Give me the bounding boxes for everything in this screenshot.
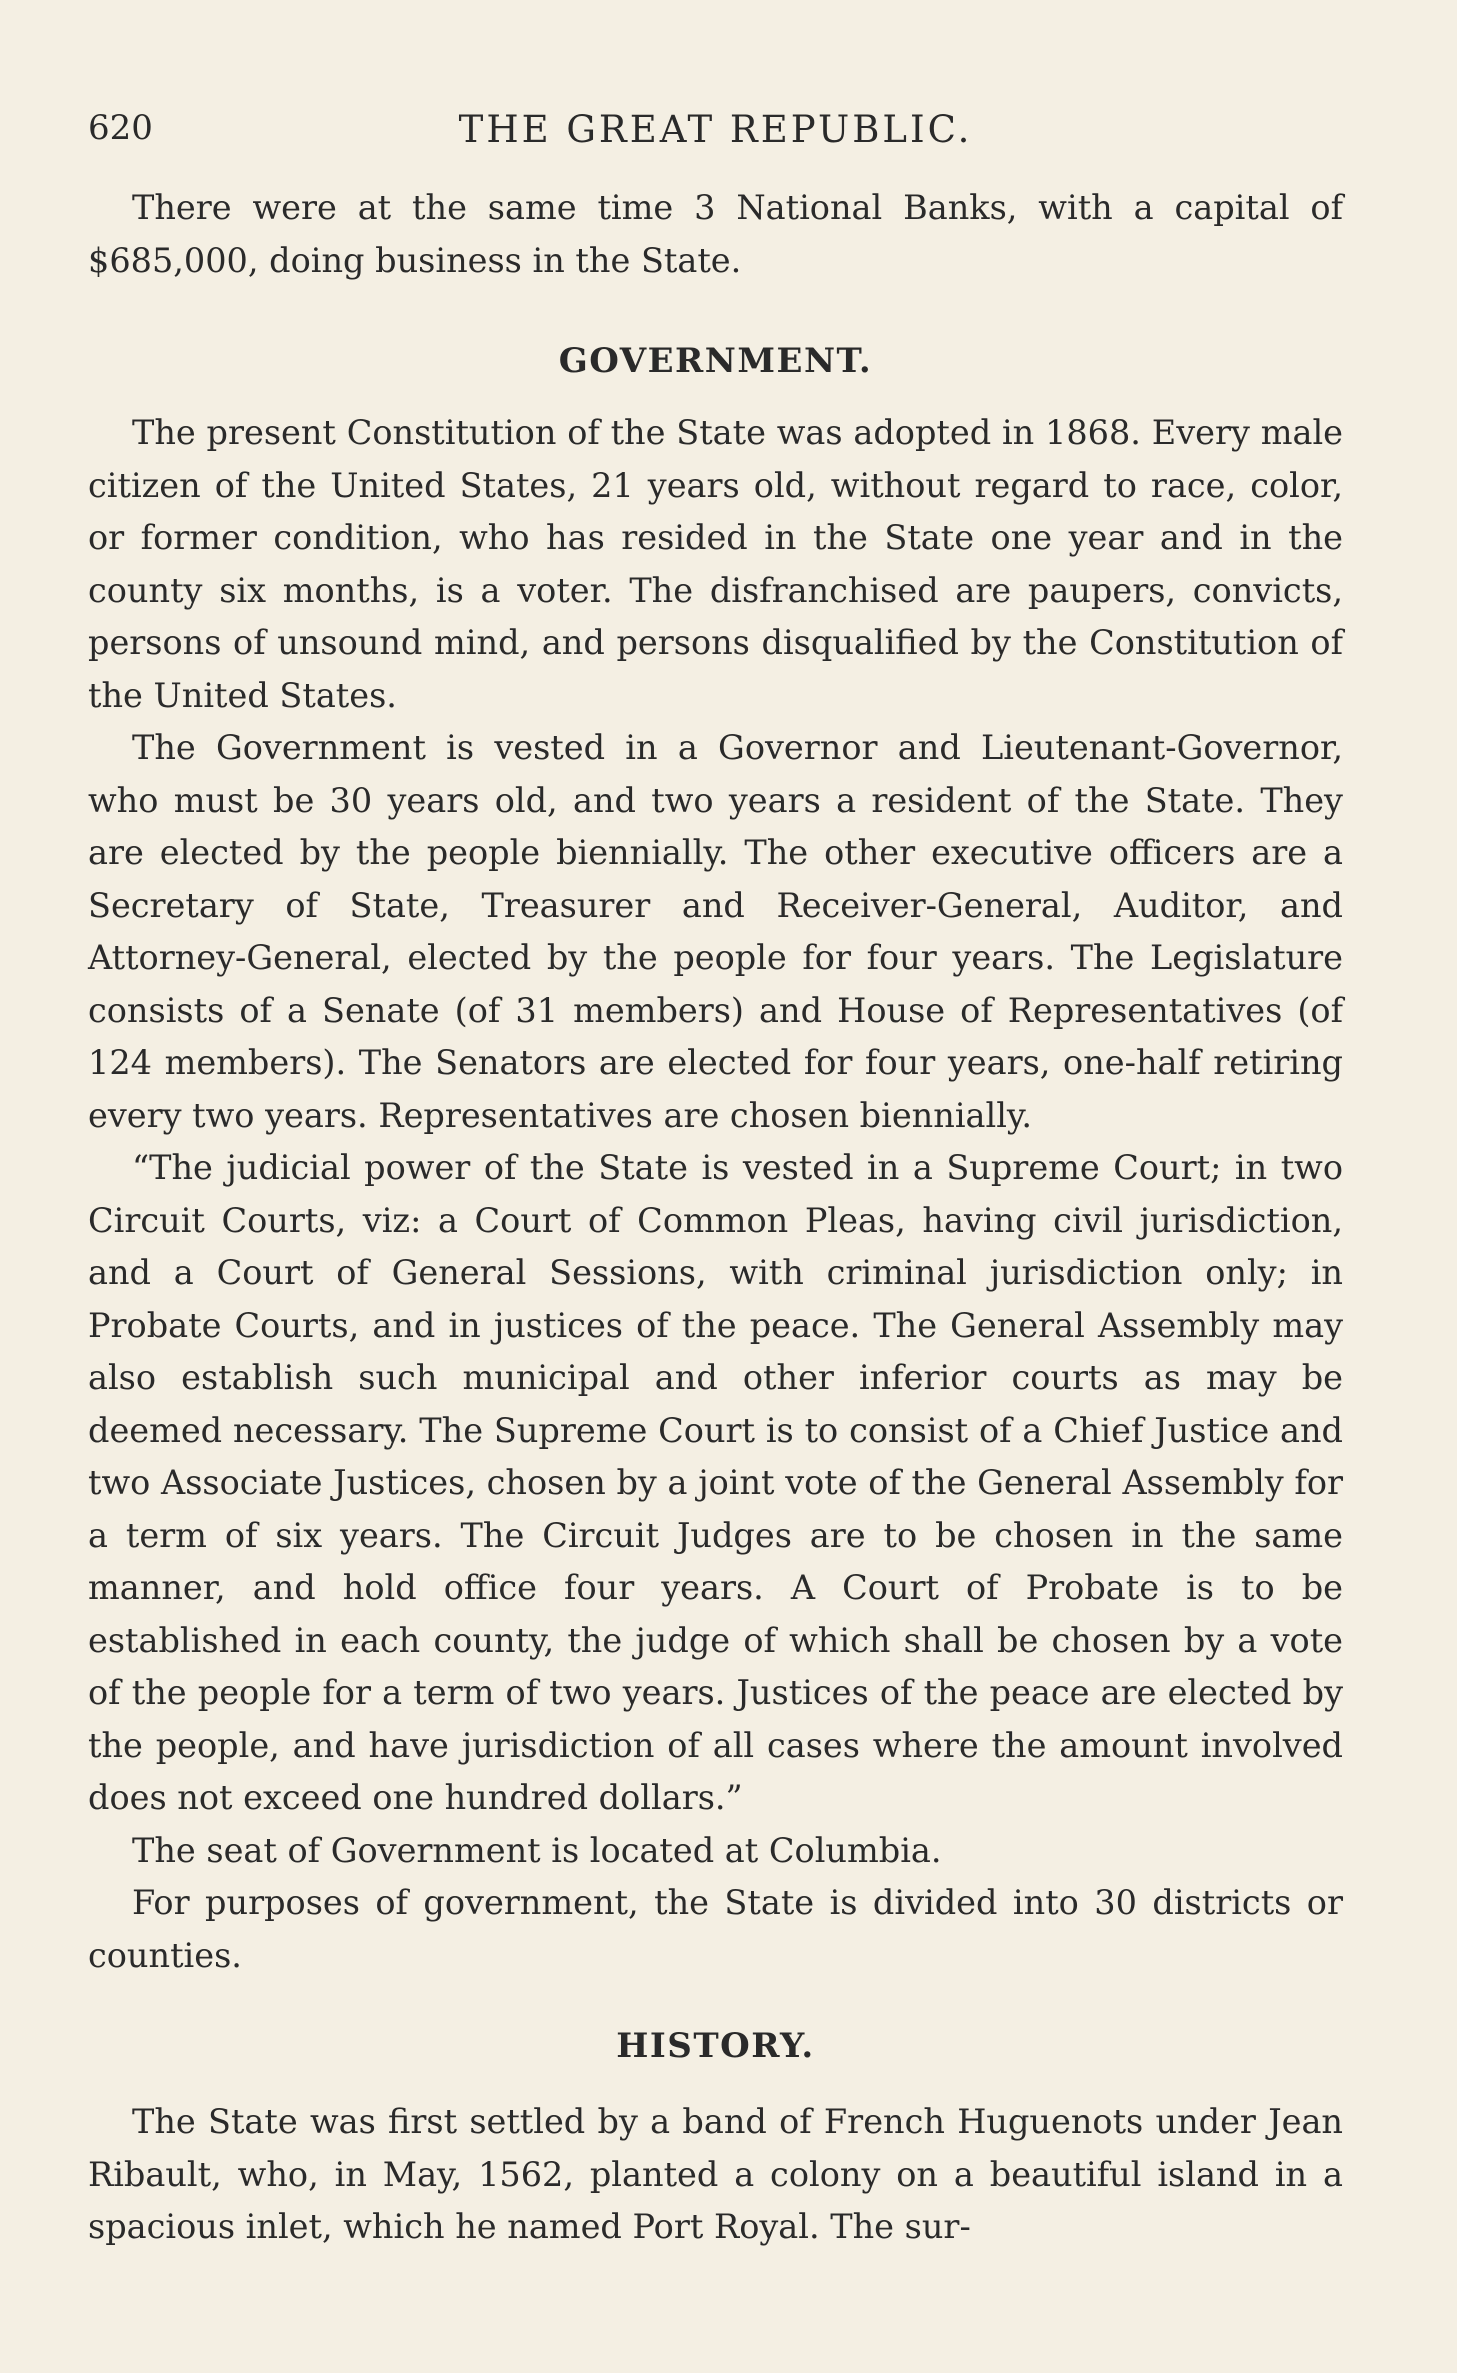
page-number: 620 xyxy=(88,108,153,148)
paragraph-constitution: The present Constitution of the State was adopted in 1868. Every male citizen of the United States, 21 years old, without regard to race, color, or former condition, who has resided in the State one year and in the county six months, is a voter. The disfranchised are paupers, convicts, persons of unsound mind, and persons disqualified by the Constitution of the United States. xyxy=(88,413,1343,715)
section-heading-history: HISTORY. xyxy=(616,2026,815,2066)
section-heading-government: GOVERNMENT. xyxy=(558,341,873,381)
document-page xyxy=(88,100,1343,2254)
paragraph-judicial-power: “The judicial power of the State is vested in a Supreme Court; in two Circuit Courts, viz: a Court of Common Pleas, having civil jurisdiction, and a Court of General Sessions, with criminal jurisdiction only; in Probate Courts, and in justices of the peace. The General Assembly may also establish such municipal and other inferior courts as may be deemed necessary. The Supreme Court is to consist of a Chief Justice and two Associate Justices, chosen by a joint vote of the General Assembly for a term of six years. The Circuit Judges are to be chosen in the same manner, and hold office four years. A Court of Probate is to be established in each county, the judge of which shall be chosen by a vote of the people for a term of two years. Justices of the peace are elected by the people, and have jurisdiction of all cases where the amount involved does not exceed one hundred dollars.” xyxy=(88,1148,1343,1817)
paragraph-seat-of-government: The seat of Government is located at Columbia. xyxy=(132,1830,942,1870)
running-title: THE GREAT REPUBLIC. xyxy=(458,108,973,151)
running-header xyxy=(88,100,1343,160)
paragraph-national-banks: There were at the same time 3 National Banks, with a capital of $685,000, doing business in the State. xyxy=(88,188,1343,280)
paragraph-districts: For purposes of government, the State is divided into 30 districts or counties. xyxy=(88,1883,1343,1975)
paragraph-executive-legislature: The Government is vested in a Governor and Lieutenant-Governor, who must be 30 years old, and two years a resident of the State. They are elected by the people biennially. The other executive officers are a Secretary of State, Treasurer and Receiver-General, Auditor, and Attorney-General, elected by the people for four years. The Legislature consists of a Senate (of 31 members) and House of Representatives (of 124 members). The Senators are elected for four years, one-half retiring every two years. Representatives are chosen biennially. xyxy=(88,728,1343,1135)
paragraph-history-settlement: The State was first settled by a band of French Huguenots under Jean Ribault, who, in May, 1562, planted a colony on a beautiful island in a spacious inlet, which he named Port Royal. The sur- xyxy=(88,2102,1343,2246)
